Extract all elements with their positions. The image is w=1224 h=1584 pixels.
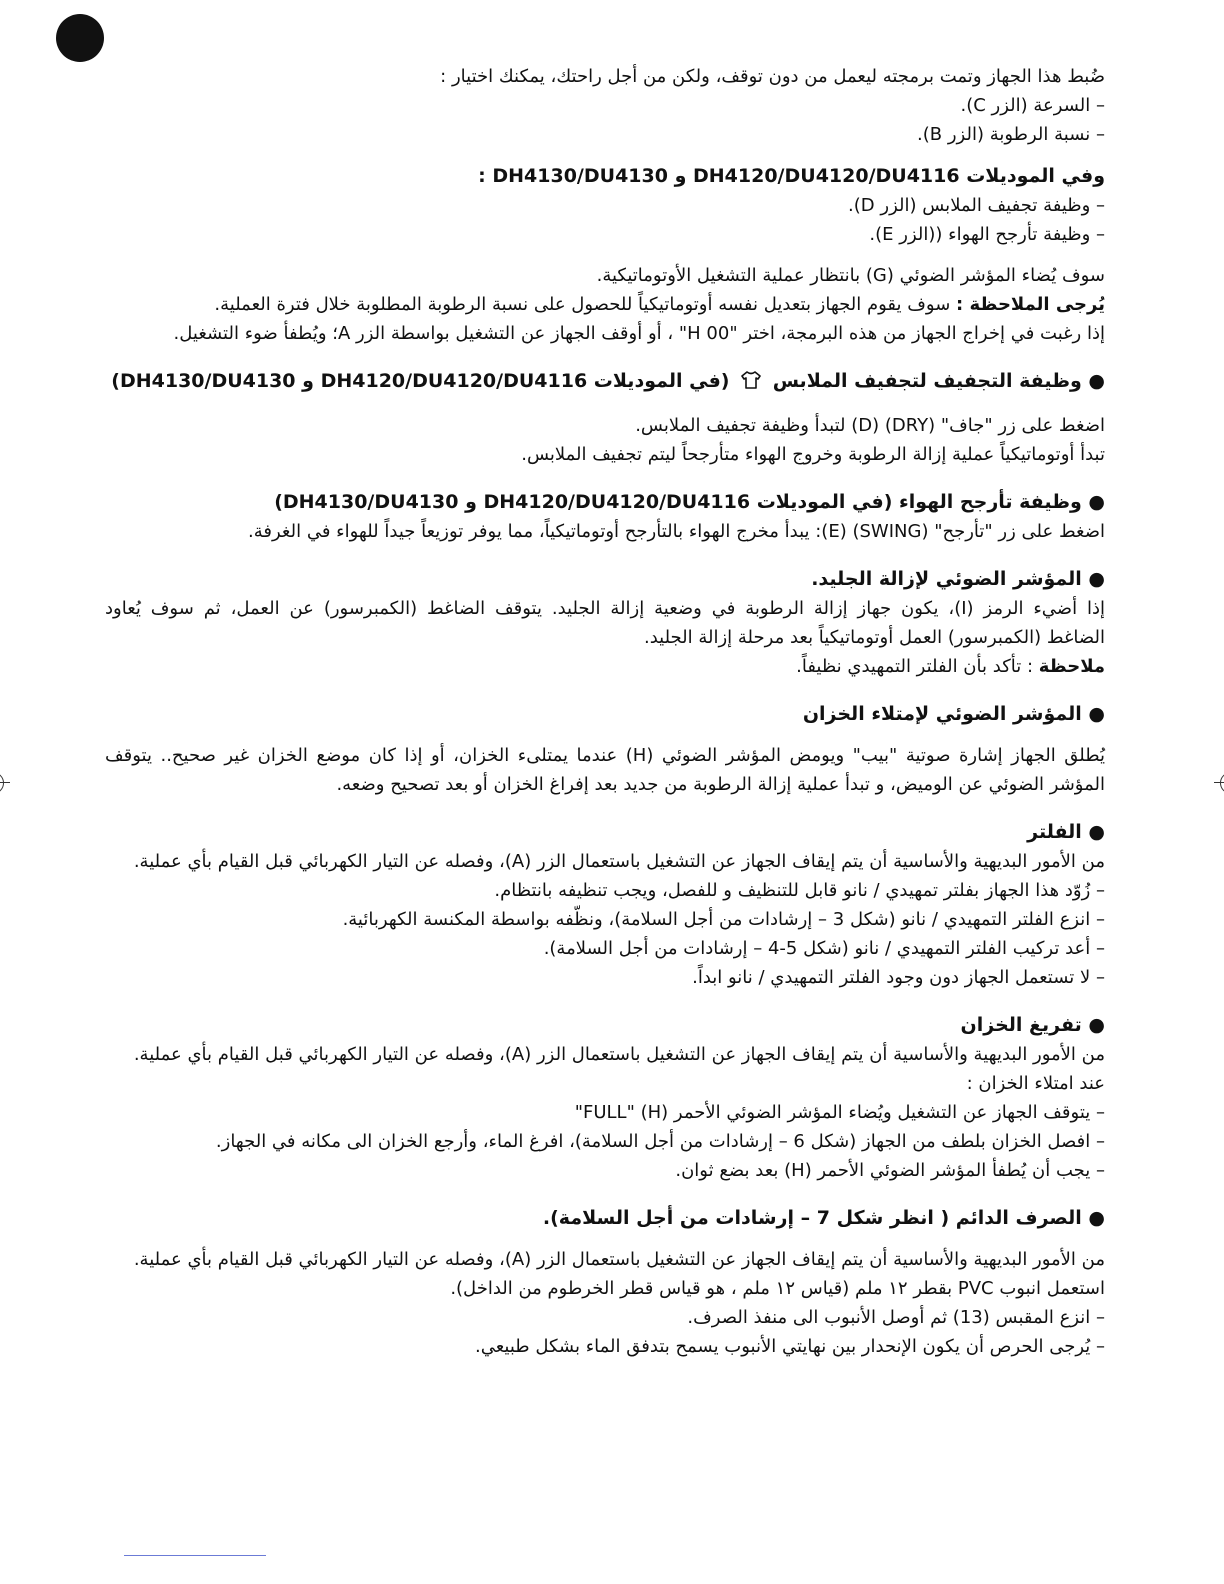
intro-section [105, 62, 1105, 149]
list-item: – افصل الخزان بلطف من الجهاز (شكل 6 – إرشادات من أجل السلامة)، افرغ الماء، وأرجع الخزان الى مكانه في الجهاز. [215, 1131, 1105, 1152]
tank-full-text: المؤشر الضوئي عن الوميض، و تبدأ عملية إزالة الرطوبة من جديد بعد إفراغ الخزان أو بعد تصحيح وضعه. [336, 774, 1105, 795]
filter-section [105, 817, 1105, 992]
models-section [105, 161, 1105, 249]
list-item: – انزع الفلتر التمهيدي / نانو (شكل 3 – إرشادات من أجل السلامة)، ونظّفه بواسطة المكنسة الكهربائية. [342, 909, 1105, 930]
list-item: – السرعة (الزر C). [960, 95, 1105, 116]
tank-full-section [105, 699, 1105, 799]
defrost-heading: ● المؤشر الضوئي لإزالة الجليد. [811, 568, 1105, 590]
dry-text: اضغط على زر "جاف" (DRY) (D) لتبدأ وظيفة تجفيف الملابس. [635, 415, 1105, 436]
list-item: – انزع المقبس (13) ثم أوصل الأنبوب الى منفذ الصرف. [687, 1307, 1105, 1328]
list-item: – زُوّد هذا الجهاز بفلتر تمهيدي / نانو قابل للتنظيف و للفصل، ويجب تنظيفه بانتظام. [494, 880, 1105, 901]
list-item: – يتوقف الجهاز عن التشغيل ويُضاء المؤشر الضوئي الأحمر (H) "FULL" [574, 1102, 1105, 1123]
filter-heading: ● الفلتر [1027, 821, 1105, 843]
swing-heading: ● وظيفة تأرجح الهواء (في الموديلات DH4120/DU4120/DU4116 و DH4130/DU4130) [274, 491, 1105, 513]
defrost-text: الضاغط (الكمبرسور) العمل أوتوماتيكياً بعد مرحلة إزالة الجليد. [643, 627, 1105, 648]
tank-full-heading: ● المؤشر الضوئي لإمتلاء الخزان [802, 703, 1105, 725]
empty-tank-text: عند امتلاء الخزان : [966, 1073, 1105, 1094]
note-text: سوف يقوم الجهاز بتعديل نفسه أوتوماتيكياً للحصول على نسبة الرطوبة المطلوبة خلال فترة العملية. [214, 294, 957, 315]
intro-text: ضُبط هذا الجهاز وتمت برمجته ليعمل من دون توقف، ولكن من أجل راحتك، يمكنك اختيار : [440, 66, 1105, 87]
defrost-section [105, 564, 1105, 681]
page-marker-dot [56, 14, 104, 62]
dry-section [105, 366, 1105, 469]
list-item: – وظيفة تأرجح الهواء ((الزر E). [869, 224, 1105, 245]
drain-text: من الأمور البديهية والأساسية أن يتم إيقاف الجهاز عن التشغيل باستعمال الزر (A)، وفصله عن التيار الكهربائي قبل القيام بأي عملية. [133, 1249, 1105, 1270]
filter-text: من الأمور البديهية والأساسية أن يتم إيقاف الجهاز عن التشغيل باستعمال الزر (A)، وفصله عن التيار الكهربائي قبل القيام بأي عملية. [133, 851, 1105, 872]
list-item: – وظيفة تجفيف الملابس (الزر D). [848, 195, 1105, 216]
footer-rule [124, 1555, 266, 1556]
list-item: – لا تستعمل الجهاز دون وجود الفلتر التمهيدي / نانو ابداً. [692, 967, 1105, 988]
dry-text: تبدأ أوتوماتيكياً عملية إزالة الرطوبة وخروج الهواء متأرجحاً ليتم تجفيف الملابس. [521, 444, 1105, 465]
auto-section [105, 261, 1105, 348]
crop-mark-left [0, 772, 10, 794]
tank-full-text: يُطلق الجهاز إشارة صوتية "بيب" ويومض المؤشر الضوئي (H) عندما يمتلىء الخزان، أو إذا كان موضع الخزان غير صحيح.. يتوقف [105, 745, 1105, 766]
drain-section [105, 1203, 1105, 1361]
auto-note [105, 290, 1105, 319]
swing-section [105, 487, 1105, 546]
shirt-icon [740, 369, 762, 399]
list-item: – يُرجى الحرص أن يكون الإنحدار بين نهايتي الأنبوب يسمح بتدفق الماء بشكل طبيعي. [475, 1336, 1105, 1357]
list-item: – نسبة الرطوبة (الزر B). [917, 124, 1105, 145]
note-text: : تأكد بأن الفلتر التمهيدي نظيفاً. [796, 656, 1039, 677]
list-item: – أعد تركيب الفلتر التمهيدي / نانو (شكل 5-4 – إرشادات من أجل السلامة). [543, 938, 1105, 959]
dry-heading-start: ● وظيفة التجفيف لتجفيف الملابس [772, 370, 1105, 392]
empty-tank-heading: ● تفريغ الخزان [960, 1014, 1105, 1036]
empty-tank-section [105, 1010, 1105, 1185]
drain-text: استعمل انبوب PVC بقطر ١٢ ملم (قياس ١٢ ملم ، هو قياس قطر الخرطوم من الداخل). [450, 1278, 1105, 1299]
models-heading: وفي الموديلات DH4120/DU4120/DU4116 و DH4130/DU4130 : [478, 165, 1105, 187]
drain-heading: ● الصرف الدائم ( انظر شكل 7 – إرشادات من أجل السلامة). [542, 1207, 1105, 1229]
dry-heading-end: (في الموديلات DH4120/DU4120/DU4116 و DH4130/DU4130) [111, 370, 730, 392]
crop-mark-right [1214, 772, 1224, 794]
auto-text: سوف يُضاء المؤشر الضوئي (G) بانتظار عملية التشغيل الأوتوماتيكية. [596, 265, 1105, 286]
dry-heading [105, 366, 1105, 399]
auto-exit-text: إذا رغبت في إخراج الجهاز من هذه البرمجة، اختر "H 00" ، أو أوقف الجهاز عن التشغيل بواسطة الزر A؛ ويُطفأ ضوء التشغيل. [173, 323, 1105, 344]
defrost-text: إذا أضيء الرمز (I)، يكون جهاز إزالة الرطوبة في وضعية إزالة الجليد. يتوقف الضاغط (الكمبرسور) عن العمل، ثم سوف يُعاود [105, 598, 1105, 619]
defrost-note [105, 652, 1105, 681]
swing-text: اضغط على زر "تأرجح" (SWING) (E): يبدأ مخرج الهواء بالتأرجح أوتوماتيكياً، مما يوفر توزيعاً جيداً للهواء في الغرفة. [248, 521, 1105, 542]
list-item: – يجب أن يُطفأ المؤشر الضوئي الأحمر (H) بعد بضع ثوان. [675, 1160, 1105, 1181]
document-body [105, 62, 1105, 1361]
note-label: يُرجى الملاحظة : [956, 294, 1105, 315]
note-label: ملاحظة [1038, 656, 1105, 677]
empty-tank-text: من الأمور البديهية والأساسية أن يتم إيقاف الجهاز عن التشغيل باستعمال الزر (A)، وفصله عن التيار الكهربائي قبل القيام بأي عملية. [133, 1044, 1105, 1065]
